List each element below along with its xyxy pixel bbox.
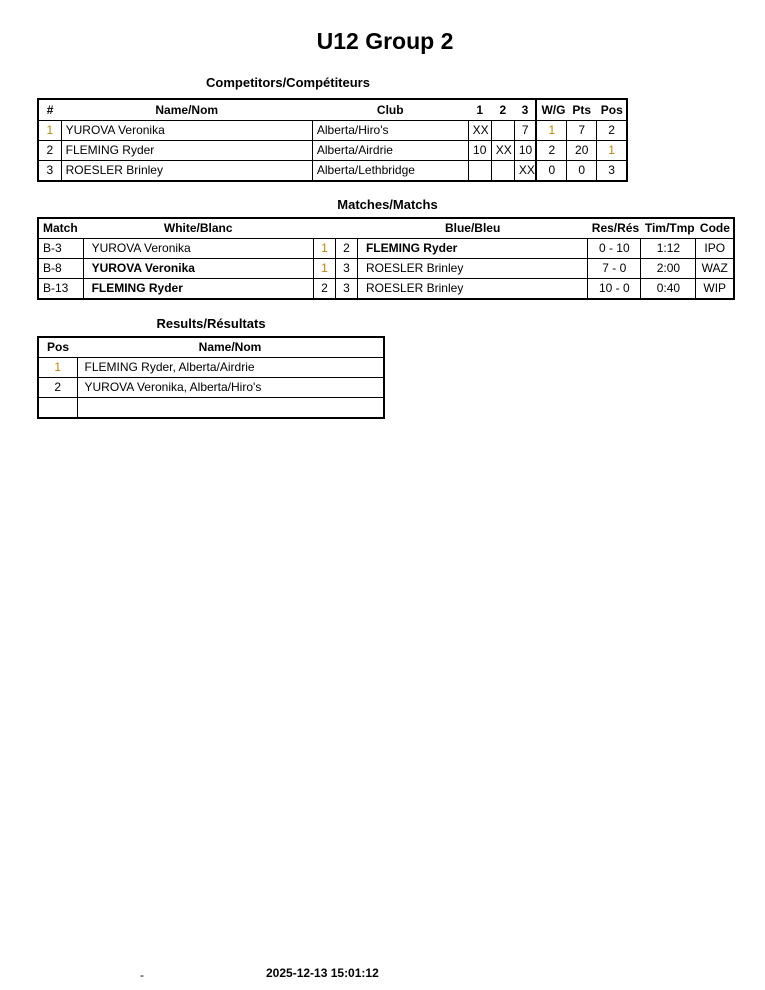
match-result: 0 - 10 (588, 239, 641, 259)
match-code: WIP (696, 279, 734, 300)
page-title: U12 Group 2 (316, 28, 454, 54)
wins: 2 (536, 141, 566, 161)
header-white: White/Blanc (83, 218, 313, 239)
competitor-num: 3 (38, 161, 61, 182)
points: 0 (567, 161, 597, 182)
match-time: 2:00 (641, 259, 696, 279)
match-code: WAZ (696, 259, 734, 279)
white-num: 2 (313, 279, 335, 300)
competitor-club: Alberta/Lethbridge (312, 161, 468, 182)
competitor-num: 1 (38, 121, 61, 141)
table-row (38, 259, 734, 279)
blue-competitor: FLEMING Ryder (357, 239, 587, 259)
competitor-club: Alberta/Airdrie (312, 141, 468, 161)
header-pos: Pos (38, 337, 77, 358)
competitor-num: 2 (38, 141, 61, 161)
result-name (77, 398, 384, 419)
table-row (38, 358, 384, 378)
position: 2 (597, 121, 627, 141)
blue-num: 3 (335, 279, 357, 300)
blue-competitor: ROESLER Brinley (357, 259, 587, 279)
result-pos: 1 (38, 358, 77, 378)
results-table (37, 336, 385, 419)
competitors-heading: Competitors/Compétiteurs (206, 75, 370, 90)
table-row (38, 378, 384, 398)
match-time: 0:40 (641, 279, 696, 300)
white-num: 1 (313, 259, 335, 279)
header-round-2: 2 (491, 99, 514, 121)
score-r2 (491, 161, 514, 182)
matches-heading: Matches/Matchs (337, 197, 438, 212)
match-result: 10 - 0 (588, 279, 641, 300)
table-row (38, 161, 627, 182)
blue-num: 3 (335, 259, 357, 279)
match-id: B-13 (38, 279, 83, 300)
white-num: 1 (313, 239, 335, 259)
score-r3: 10 (514, 141, 536, 161)
results-heading: Results/Résultats (156, 316, 266, 331)
competitor-name: YUROVA Veronika (61, 121, 312, 141)
result-name: FLEMING Ryder, Alberta/Airdrie (77, 358, 384, 378)
header-round-3: 3 (514, 99, 536, 121)
header-round-1: 1 (468, 99, 491, 121)
blue-num: 2 (335, 239, 357, 259)
header-blue: Blue/Bleu (357, 218, 587, 239)
header-result: Res/Rés (588, 218, 641, 239)
score-r2: XX (491, 141, 514, 161)
score-r1: XX (468, 121, 491, 141)
header-num: # (38, 99, 61, 121)
matches-table (37, 217, 735, 300)
match-code: IPO (696, 239, 734, 259)
result-name: YUROVA Veronika, Alberta/Hiro's (77, 378, 384, 398)
position: 1 (597, 141, 627, 161)
results-header-row (38, 337, 384, 358)
table-row (38, 239, 734, 259)
competitors-header-row (38, 99, 627, 121)
header-pos: Pos (597, 99, 627, 121)
header-code: Code (696, 218, 734, 239)
table-row (38, 279, 734, 300)
match-time: 1:12 (641, 239, 696, 259)
competitor-name: FLEMING Ryder (61, 141, 312, 161)
position: 3 (597, 161, 627, 182)
match-id: B-3 (38, 239, 83, 259)
score-r3: XX (514, 161, 536, 182)
white-competitor: FLEMING Ryder (83, 279, 313, 300)
competitor-club: Alberta/Hiro's (312, 121, 468, 141)
header-time: Tim/Tmp (641, 218, 696, 239)
header-club: Club (312, 99, 468, 121)
match-result: 7 - 0 (588, 259, 641, 279)
header-name: Name/Nom (61, 99, 312, 121)
header-name: Name/Nom (77, 337, 384, 358)
score-r2 (491, 121, 514, 141)
footer-dash: - (140, 968, 144, 982)
wins: 0 (536, 161, 566, 182)
score-r1: 10 (468, 141, 491, 161)
result-pos: 2 (38, 378, 77, 398)
table-row (38, 121, 627, 141)
table-row (38, 398, 384, 419)
table-row (38, 141, 627, 161)
points: 20 (567, 141, 597, 161)
result-pos (38, 398, 77, 419)
score-r1 (468, 161, 491, 182)
points: 7 (567, 121, 597, 141)
match-id: B-8 (38, 259, 83, 279)
matches-header-row (38, 218, 734, 239)
score-r3: 7 (514, 121, 536, 141)
competitors-table (37, 98, 628, 182)
header-pts: Pts (567, 99, 597, 121)
white-competitor: YUROVA Veronika (83, 259, 313, 279)
blue-competitor: ROESLER Brinley (357, 279, 587, 300)
white-competitor: YUROVA Veronika (83, 239, 313, 259)
header-wg: W/G (536, 99, 566, 121)
header-match: Match (38, 218, 83, 239)
wins: 1 (536, 121, 566, 141)
footer-timestamp: 2025-12-13 15:01:12 (266, 966, 379, 980)
competitor-name: ROESLER Brinley (61, 161, 312, 182)
